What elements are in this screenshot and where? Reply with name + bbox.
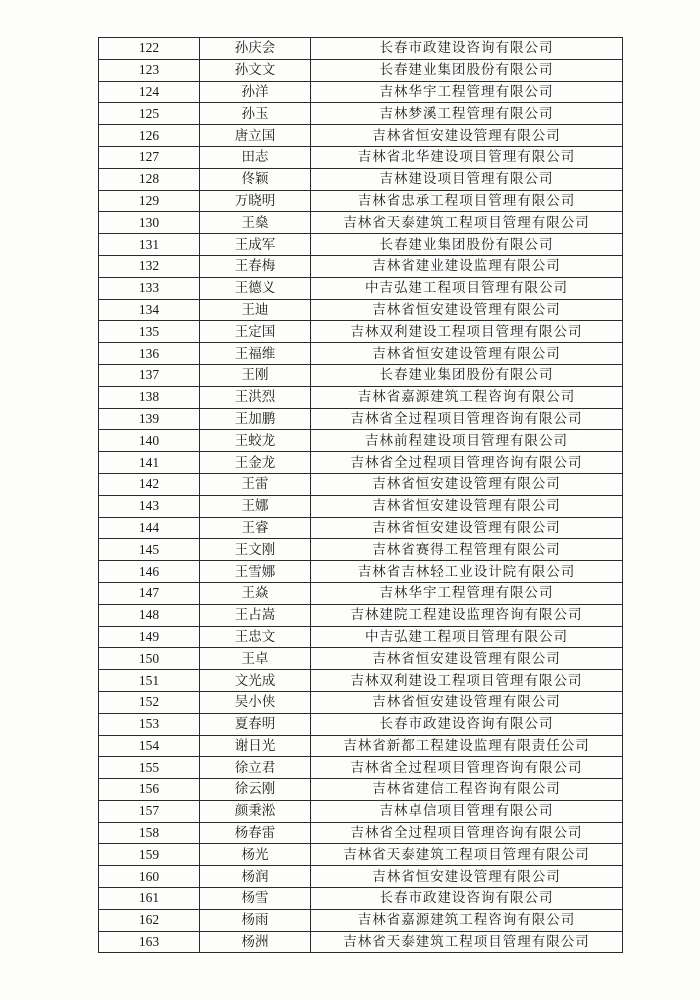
row-number-cell: 162: [99, 909, 200, 931]
personnel-table: [98, 37, 623, 953]
company-name-cell: 吉林华宇工程管理有限公司: [311, 582, 623, 604]
person-name-cell: 田志: [200, 146, 311, 168]
person-name-cell: 王忠文: [200, 626, 311, 648]
table-row: [99, 648, 623, 670]
person-name-cell: 孙庆会: [200, 38, 311, 60]
row-number-cell: 123: [99, 59, 200, 81]
company-name-cell: 吉林建设项目管理有限公司: [311, 168, 623, 190]
company-name-cell: 中吉弘建工程项目管理有限公司: [311, 626, 623, 648]
company-name-cell: 吉林省恒安建设管理有限公司: [311, 125, 623, 147]
table-row: [99, 909, 623, 931]
row-number-cell: 142: [99, 473, 200, 495]
row-number-cell: 143: [99, 495, 200, 517]
row-number-cell: 124: [99, 81, 200, 103]
row-number-cell: 147: [99, 582, 200, 604]
row-number-cell: 129: [99, 190, 200, 212]
table-row: [99, 670, 623, 692]
company-name-cell: 吉林省恒安建设管理有限公司: [311, 517, 623, 539]
row-number-cell: 139: [99, 408, 200, 430]
company-name-cell: 长春建业集团股份有限公司: [311, 234, 623, 256]
person-name-cell: 杨润: [200, 866, 311, 888]
table-row: [99, 321, 623, 343]
table-row: [99, 844, 623, 866]
person-name-cell: 王焱: [200, 582, 311, 604]
person-name-cell: 杨雨: [200, 909, 311, 931]
person-name-cell: 王文刚: [200, 539, 311, 561]
table-row: [99, 103, 623, 125]
person-name-cell: 王占嵩: [200, 604, 311, 626]
row-number-cell: 131: [99, 234, 200, 256]
company-name-cell: 吉林梦溪工程管理有限公司: [311, 103, 623, 125]
person-name-cell: 夏春明: [200, 713, 311, 735]
row-number-cell: 163: [99, 931, 200, 953]
company-name-cell: 长春市政建设咨询有限公司: [311, 713, 623, 735]
row-number-cell: 159: [99, 844, 200, 866]
company-name-cell: 吉林建院工程建设监理咨询有限公司: [311, 604, 623, 626]
person-name-cell: 王迪: [200, 299, 311, 321]
table-row: [99, 343, 623, 365]
row-number-cell: 157: [99, 800, 200, 822]
personnel-table-body: [99, 38, 623, 953]
table-row: [99, 255, 623, 277]
company-name-cell: 长春市政建设咨询有限公司: [311, 38, 623, 60]
table-row: [99, 822, 623, 844]
row-number-cell: 154: [99, 735, 200, 757]
row-number-cell: 132: [99, 255, 200, 277]
table-row: [99, 691, 623, 713]
person-name-cell: 孙洋: [200, 81, 311, 103]
table-row: [99, 866, 623, 888]
row-number-cell: 134: [99, 299, 200, 321]
row-number-cell: 141: [99, 452, 200, 474]
row-number-cell: 128: [99, 168, 200, 190]
table-row: [99, 81, 623, 103]
person-name-cell: 颜秉淞: [200, 800, 311, 822]
row-number-cell: 126: [99, 125, 200, 147]
person-name-cell: 孙文文: [200, 59, 311, 81]
row-number-cell: 122: [99, 38, 200, 60]
company-name-cell: 吉林省全过程项目管理咨询有限公司: [311, 408, 623, 430]
table-row: [99, 604, 623, 626]
table-row: [99, 473, 623, 495]
row-number-cell: 125: [99, 103, 200, 125]
person-name-cell: 杨洲: [200, 931, 311, 953]
row-number-cell: 161: [99, 888, 200, 910]
company-name-cell: 吉林省吉林轻工业设计院有限公司: [311, 561, 623, 583]
table-row: [99, 452, 623, 474]
table-row: [99, 800, 623, 822]
company-name-cell: 吉林省恒安建设管理有限公司: [311, 866, 623, 888]
person-name-cell: 文光成: [200, 670, 311, 692]
table-row: [99, 168, 623, 190]
company-name-cell: 吉林卓信项目管理有限公司: [311, 800, 623, 822]
table-row: [99, 190, 623, 212]
table-row: [99, 408, 623, 430]
person-name-cell: 王雪娜: [200, 561, 311, 583]
company-name-cell: 吉林省恒安建设管理有限公司: [311, 343, 623, 365]
person-name-cell: 王燊: [200, 212, 311, 234]
person-name-cell: 王睿: [200, 517, 311, 539]
row-number-cell: 158: [99, 822, 200, 844]
company-name-cell: 吉林省北华建设项目管理有限公司: [311, 146, 623, 168]
person-name-cell: 孙玉: [200, 103, 311, 125]
company-name-cell: 吉林省建信工程咨询有限公司: [311, 779, 623, 801]
table-row: [99, 757, 623, 779]
table-row: [99, 364, 623, 386]
table-row: [99, 146, 623, 168]
person-name-cell: 杨春雷: [200, 822, 311, 844]
company-name-cell: 吉林前程建设项目管理有限公司: [311, 430, 623, 452]
person-name-cell: 王雷: [200, 473, 311, 495]
row-number-cell: 130: [99, 212, 200, 234]
person-name-cell: 王成军: [200, 234, 311, 256]
table-row: [99, 125, 623, 147]
company-name-cell: 长春建业集团股份有限公司: [311, 364, 623, 386]
person-name-cell: 徐立君: [200, 757, 311, 779]
company-name-cell: 中吉弘建工程项目管理有限公司: [311, 277, 623, 299]
table-row: [99, 626, 623, 648]
person-name-cell: 王春梅: [200, 255, 311, 277]
person-name-cell: 王卓: [200, 648, 311, 670]
person-name-cell: 万晓明: [200, 190, 311, 212]
person-name-cell: 杨光: [200, 844, 311, 866]
company-name-cell: 长春建业集团股份有限公司: [311, 59, 623, 81]
person-name-cell: 王洪烈: [200, 386, 311, 408]
table-row: [99, 582, 623, 604]
table-row: [99, 38, 623, 60]
company-name-cell: 吉林省全过程项目管理咨询有限公司: [311, 822, 623, 844]
company-name-cell: 吉林省恒安建设管理有限公司: [311, 691, 623, 713]
row-number-cell: 160: [99, 866, 200, 888]
person-name-cell: 王加鹏: [200, 408, 311, 430]
row-number-cell: 135: [99, 321, 200, 343]
company-name-cell: 吉林省全过程项目管理咨询有限公司: [311, 757, 623, 779]
table-row: [99, 386, 623, 408]
company-name-cell: 吉林省恒安建设管理有限公司: [311, 299, 623, 321]
table-row: [99, 888, 623, 910]
company-name-cell: 吉林省忠承工程项目管理有限公司: [311, 190, 623, 212]
row-number-cell: 149: [99, 626, 200, 648]
company-name-cell: 吉林省恒安建设管理有限公司: [311, 648, 623, 670]
person-name-cell: 谢日光: [200, 735, 311, 757]
person-name-cell: 唐立国: [200, 125, 311, 147]
company-name-cell: 吉林省全过程项目管理咨询有限公司: [311, 452, 623, 474]
person-name-cell: 王金龙: [200, 452, 311, 474]
table-row: [99, 234, 623, 256]
row-number-cell: 152: [99, 691, 200, 713]
company-name-cell: 吉林省天泰建筑工程项目管理有限公司: [311, 212, 623, 234]
row-number-cell: 136: [99, 343, 200, 365]
table-row: [99, 517, 623, 539]
company-name-cell: 吉林省天泰建筑工程项目管理有限公司: [311, 844, 623, 866]
row-number-cell: 137: [99, 364, 200, 386]
person-name-cell: 王蛟龙: [200, 430, 311, 452]
company-name-cell: 长春市政建设咨询有限公司: [311, 888, 623, 910]
table-row: [99, 779, 623, 801]
company-name-cell: 吉林省嘉源建筑工程咨询有限公司: [311, 386, 623, 408]
person-name-cell: 杨雪: [200, 888, 311, 910]
person-name-cell: 佟颖: [200, 168, 311, 190]
table-row: [99, 277, 623, 299]
company-name-cell: 吉林省嘉源建筑工程咨询有限公司: [311, 909, 623, 931]
company-name-cell: 吉林省天泰建筑工程项目管理有限公司: [311, 931, 623, 953]
table-row: [99, 59, 623, 81]
person-name-cell: 王德义: [200, 277, 311, 299]
table-row: [99, 495, 623, 517]
row-number-cell: 148: [99, 604, 200, 626]
row-number-cell: 153: [99, 713, 200, 735]
row-number-cell: 144: [99, 517, 200, 539]
table-row: [99, 539, 623, 561]
company-name-cell: 吉林省建业建设监理有限公司: [311, 255, 623, 277]
row-number-cell: 127: [99, 146, 200, 168]
row-number-cell: 155: [99, 757, 200, 779]
person-name-cell: 王福维: [200, 343, 311, 365]
company-name-cell: 吉林省新都工程建设监理有限责任公司: [311, 735, 623, 757]
person-name-cell: 王定国: [200, 321, 311, 343]
row-number-cell: 138: [99, 386, 200, 408]
person-name-cell: 吴小侠: [200, 691, 311, 713]
table-row: [99, 713, 623, 735]
row-number-cell: 145: [99, 539, 200, 561]
table-row: [99, 735, 623, 757]
table-row: [99, 430, 623, 452]
person-name-cell: 王娜: [200, 495, 311, 517]
company-name-cell: 吉林省恒安建设管理有限公司: [311, 473, 623, 495]
table-row: [99, 299, 623, 321]
company-name-cell: 吉林华宇工程管理有限公司: [311, 81, 623, 103]
table-row: [99, 561, 623, 583]
company-name-cell: 吉林双利建设工程项目管理有限公司: [311, 321, 623, 343]
row-number-cell: 150: [99, 648, 200, 670]
company-name-cell: 吉林省赛得工程管理有限公司: [311, 539, 623, 561]
company-name-cell: 吉林双利建设工程项目管理有限公司: [311, 670, 623, 692]
company-name-cell: 吉林省恒安建设管理有限公司: [311, 495, 623, 517]
person-name-cell: 王刚: [200, 364, 311, 386]
table-row: [99, 212, 623, 234]
table-row: [99, 931, 623, 953]
row-number-cell: 151: [99, 670, 200, 692]
row-number-cell: 156: [99, 779, 200, 801]
row-number-cell: 140: [99, 430, 200, 452]
person-name-cell: 徐云刚: [200, 779, 311, 801]
row-number-cell: 146: [99, 561, 200, 583]
row-number-cell: 133: [99, 277, 200, 299]
